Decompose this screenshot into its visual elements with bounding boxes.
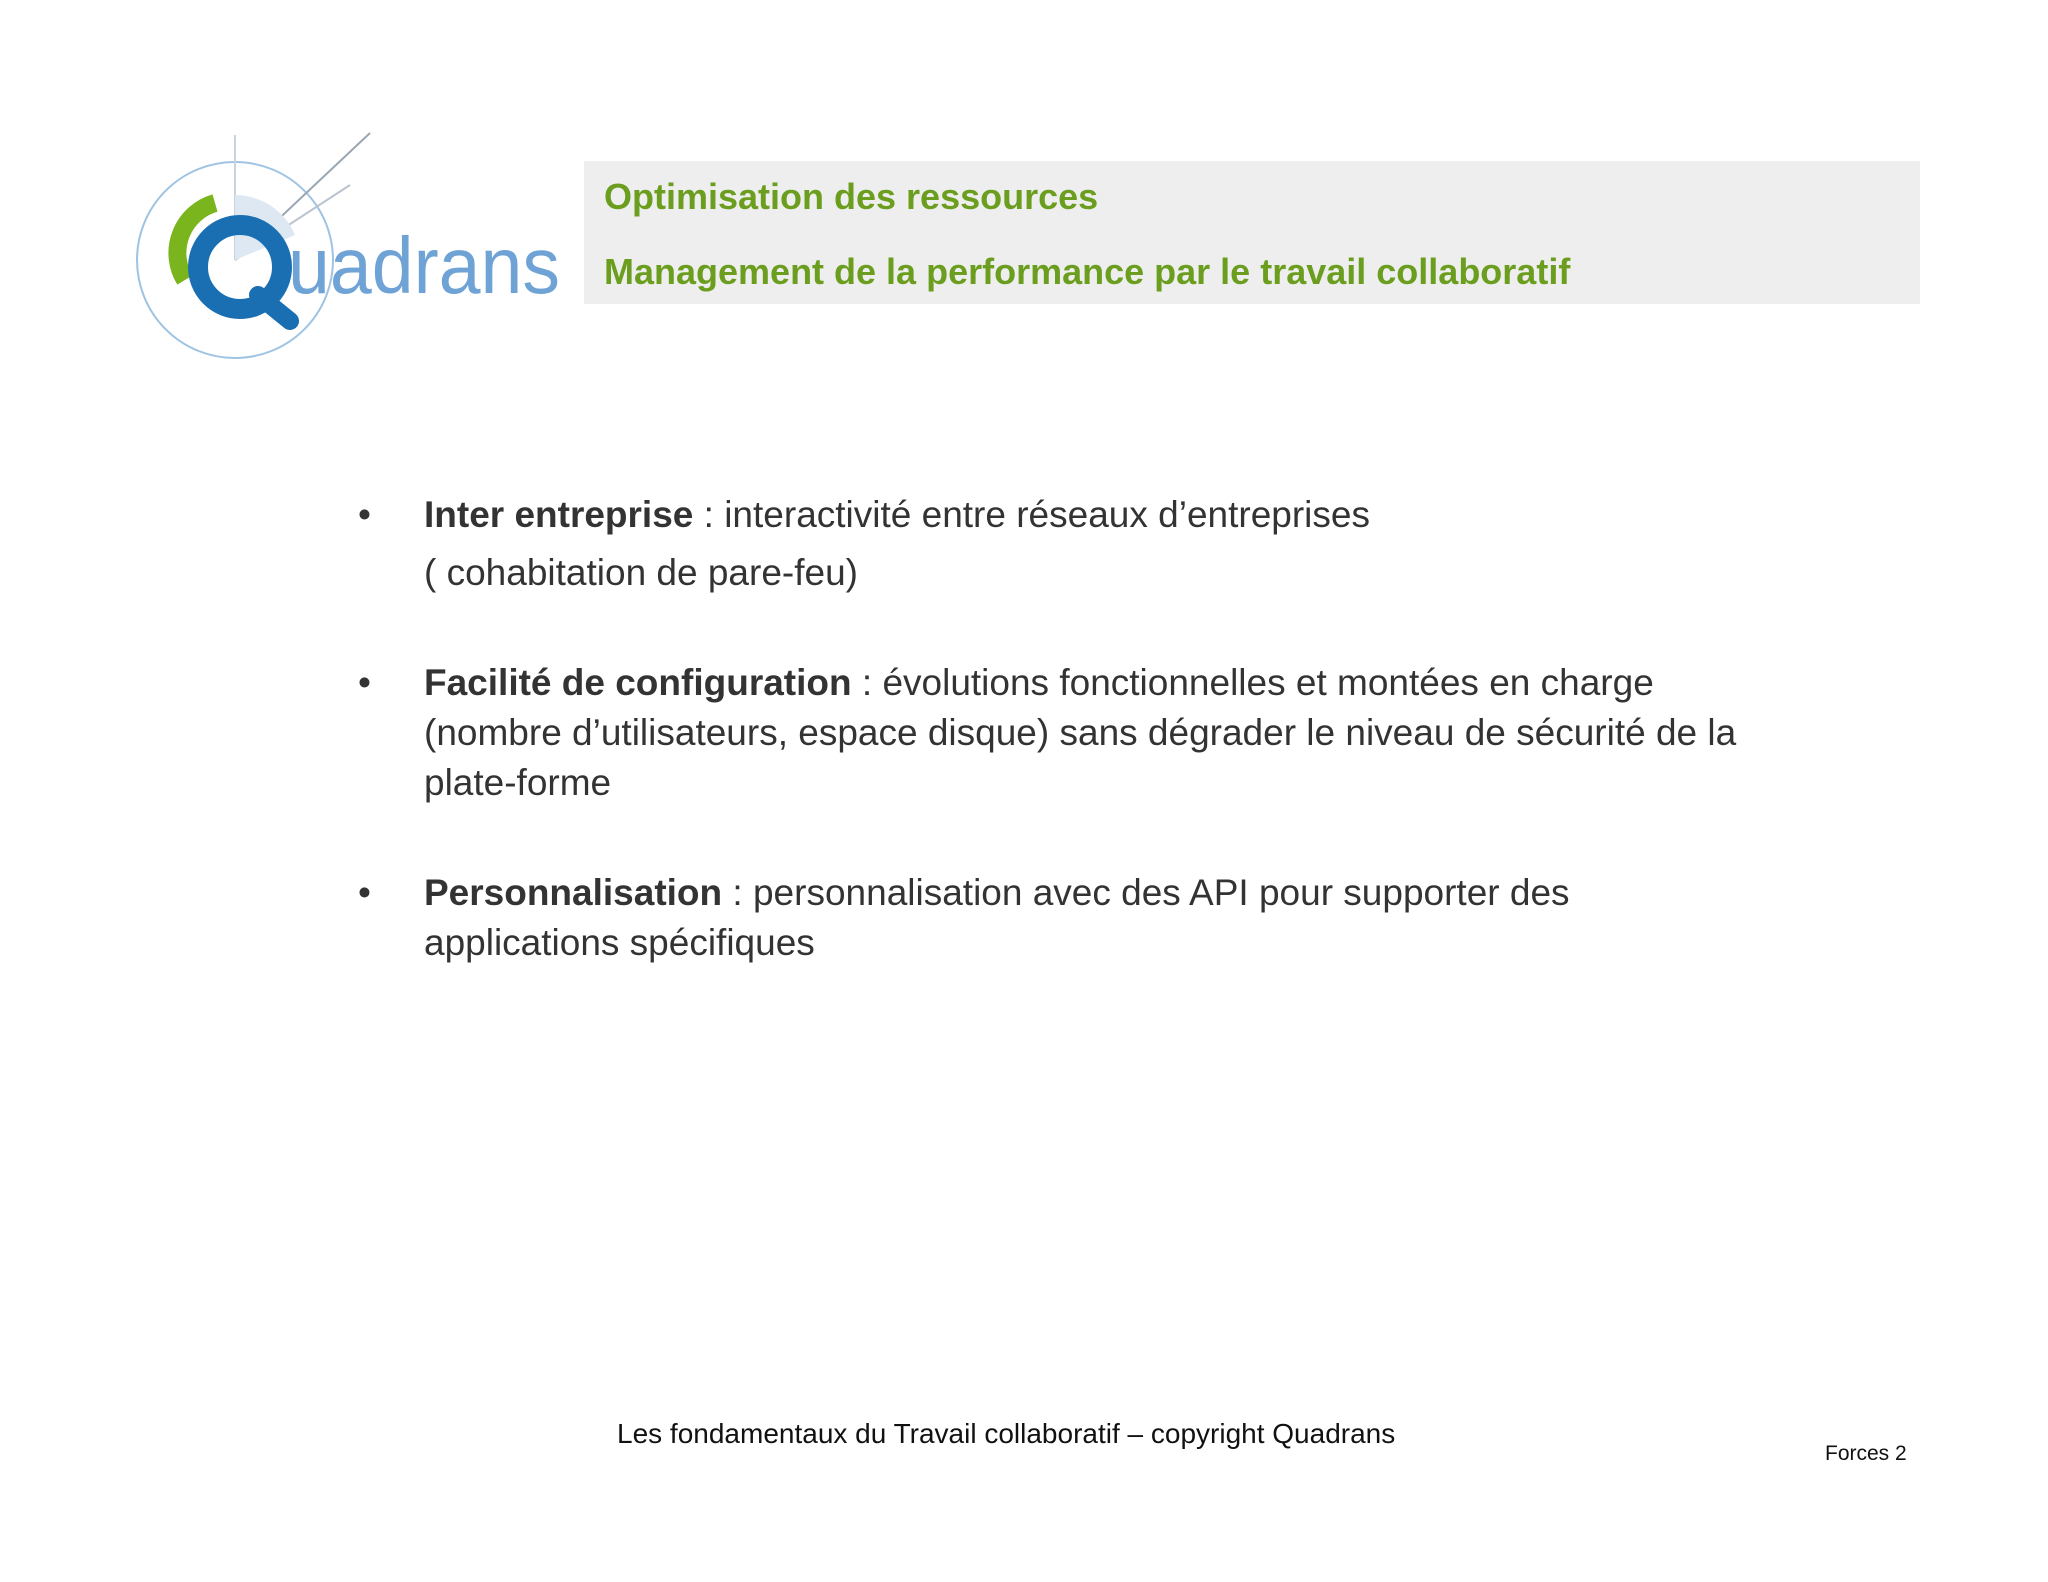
footer-copyright: Les fondamentaux du Travail collaboratif – copyright Quadrans <box>617 1418 1396 1449</box>
bullet-text: : évolutions fonctionnelles et montées en charge (nombre d’utilisateurs, espace disque) sans dégrader le niveau de sécurité de la plate-forme <box>424 662 1737 803</box>
bullet-item-facilite-configuration <box>350 658 1750 808</box>
bullet-term: Inter entreprise <box>424 494 694 535</box>
header-band <box>584 161 1920 304</box>
bullet-term: Personnalisation <box>424 872 723 913</box>
bullet-item-personnalisation <box>350 868 1750 968</box>
bullet-term: Facilité de configuration <box>424 662 852 703</box>
bullet-marker: • <box>358 662 371 703</box>
bullet-marker: • <box>358 872 371 913</box>
header-subtitle: Management de la performance par le travail collaboratif <box>604 251 1571 292</box>
header-title: Optimisation des ressources <box>604 176 1099 217</box>
svg-text:uadrans: uadrans <box>288 221 560 310</box>
page-number: Forces 2 <box>1825 1442 1907 1465</box>
quadrans-logo-graphic <box>130 125 570 370</box>
bullet-text: : personnalisation avec des API pour supporter des applications spécifiques <box>424 872 1570 963</box>
bullet-item-inter-entreprise <box>350 490 1750 598</box>
quadrans-logo <box>130 125 570 370</box>
bullet-text: : interactivité entre réseaux d’entreprises <box>693 494 1370 535</box>
bullet-marker: • <box>358 494 371 535</box>
bullet-continuation: ( cohabitation de pare-feu) <box>424 552 858 593</box>
bullet-list <box>350 490 1750 1028</box>
